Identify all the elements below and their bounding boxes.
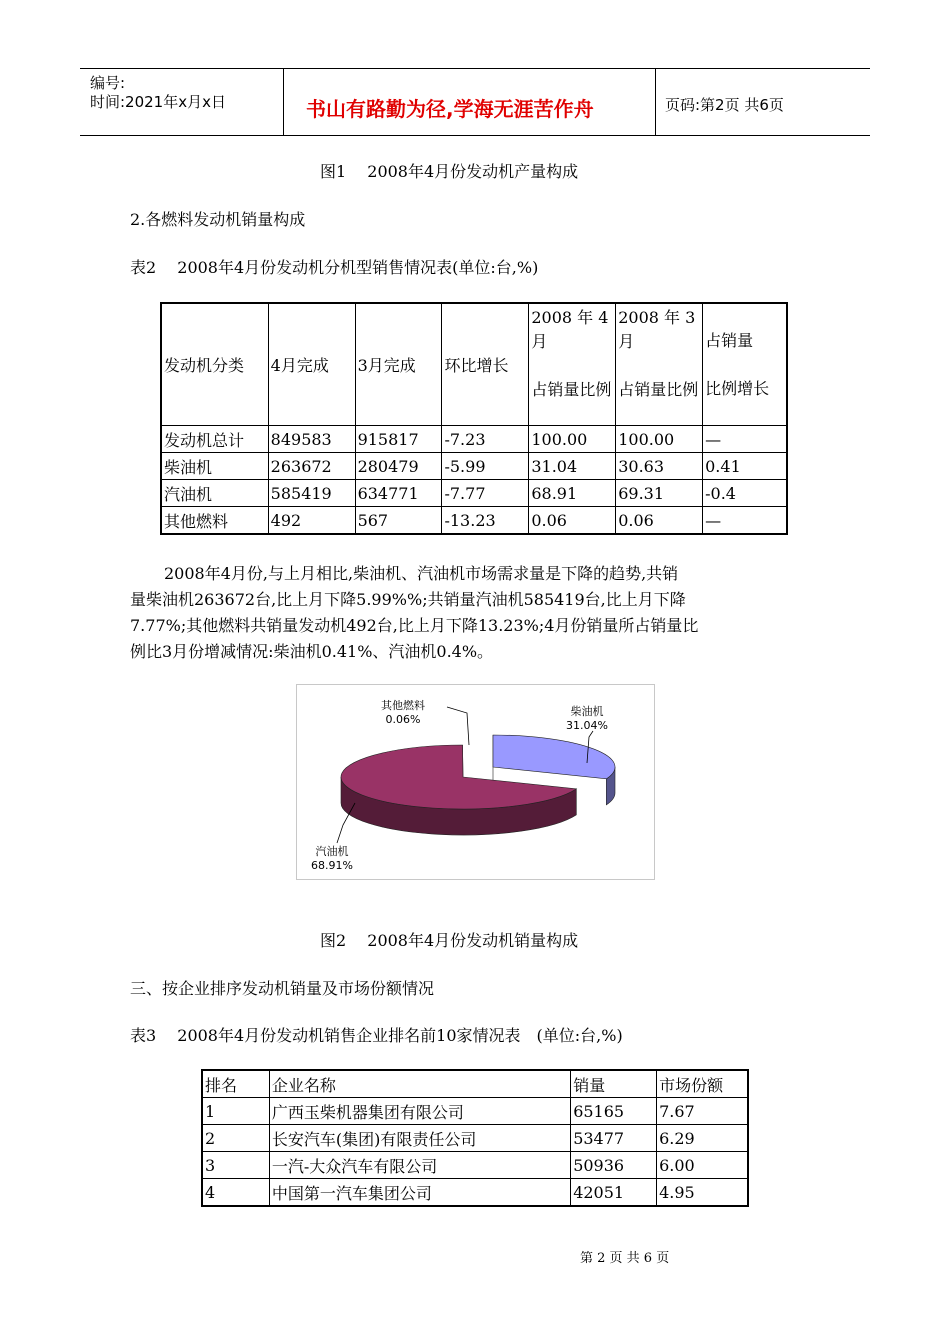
pie-label-other — [381, 697, 425, 726]
table-cell: 263672 — [268, 453, 355, 480]
pie-label-value: 0.06% — [385, 713, 421, 726]
table-row — [162, 480, 787, 507]
table-cell: 31.04 — [529, 453, 616, 480]
table-cell: 100.00 — [616, 426, 703, 453]
table-cell: 68.91 — [529, 480, 616, 507]
pie-leader-other — [447, 707, 469, 745]
pie-label-value: 68.91% — [311, 859, 353, 872]
header-time: 时间:2021年x月x日 — [90, 93, 226, 111]
section3-heading: 三、按企业排序发动机销量及市场份额情况 — [130, 979, 435, 998]
table-cell: — — [703, 426, 787, 453]
table-cell: 中国第一汽车集团公司 — [269, 1179, 570, 1206]
table2-caption: 表2 2008年4月份发动机分机型销售情况表(单位:台,%) — [130, 258, 539, 277]
table2-header-bottom: 占销量比例 — [531, 380, 612, 399]
table-cell: -7.23 — [442, 426, 529, 453]
table-cell: 长安汽车(集团)有限责任公司 — [269, 1125, 570, 1152]
summary-paragraph — [130, 561, 830, 665]
table3-header-row — [203, 1071, 748, 1098]
table-cell: 7.67 — [657, 1098, 748, 1125]
table-row — [203, 1098, 748, 1125]
table-row — [162, 453, 787, 480]
table-cell: 广西玉柴机器集团有限公司 — [269, 1098, 570, 1125]
table2-header-cell — [703, 304, 787, 426]
table3-caption: 表3 2008年4月份发动机销售企业排名前10家情况表 (单位:台,%) — [130, 1026, 623, 1045]
table3 — [202, 1070, 748, 1206]
table3-header-cell: 排名 — [203, 1071, 270, 1098]
table2-header-cell: 4月完成 — [268, 304, 355, 426]
table-cell: 发动机总计 — [162, 426, 269, 453]
table-cell: 42051 — [571, 1179, 657, 1206]
table-cell: 0.41 — [703, 453, 787, 480]
page-footer: 第 2 页 共 6 页 — [580, 1251, 670, 1266]
table-cell: 492 — [268, 507, 355, 534]
table2-header-cell: 3月完成 — [355, 304, 442, 426]
paragraph-line: 2008年4月份,与上月相比,柴油机、汽油机市场需求量是下降的趋势,共销 — [164, 564, 679, 583]
table-cell: -5.99 — [442, 453, 529, 480]
table-cell: 0.06 — [529, 507, 616, 534]
table2-header-top: 2008 年 3 月 — [618, 308, 696, 351]
paragraph-line: 7.77%;其他燃料共销量发动机492台,比上月下降13.23%;4月份销量所占销量比 — [130, 616, 699, 635]
table2 — [161, 303, 787, 534]
table-cell: 一汽-大众汽车有限公司 — [269, 1152, 570, 1179]
pie-slice-diesel — [493, 735, 615, 779]
table-cell: 53477 — [571, 1125, 657, 1152]
table3-header-cell: 市场份额 — [657, 1071, 748, 1098]
pie-label-name: 柴油机 — [570, 705, 604, 718]
table-cell: — — [703, 507, 787, 534]
figure1-caption: 图1 2008年4月份发动机产量构成 — [320, 162, 579, 181]
table2-header-row — [162, 304, 787, 426]
table2-header-cell — [616, 304, 703, 426]
header-serial: 编号: — [90, 74, 126, 92]
table2-header-top: 2008 年 4 月 — [531, 308, 609, 351]
table2-header-cell: 环比增长 — [442, 304, 529, 426]
pie-label-name: 汽油机 — [315, 845, 349, 858]
table-cell: 3 — [203, 1152, 270, 1179]
table-cell: 280479 — [355, 453, 442, 480]
table3-header-cell: 销量 — [571, 1071, 657, 1098]
table-cell: 6.29 — [657, 1125, 748, 1152]
table2-header-bottom: 占销量比例 — [618, 380, 699, 399]
header-divider-right — [655, 68, 656, 136]
table-row — [162, 507, 787, 534]
figure2-caption: 图2 2008年4月份发动机销量构成 — [320, 931, 579, 950]
table-cell: 0.06 — [616, 507, 703, 534]
table2-header-cell: 发动机分类 — [162, 304, 269, 426]
table-cell: 567 — [355, 507, 442, 534]
table-cell: 6.00 — [657, 1152, 748, 1179]
table-cell: 30.63 — [616, 453, 703, 480]
pie-label-gasoline — [311, 843, 353, 872]
table-cell: 65165 — [571, 1098, 657, 1125]
table2-header-cell — [529, 304, 616, 426]
table2-header-top: 占销量 — [705, 330, 754, 350]
table-cell: 50936 — [571, 1152, 657, 1179]
table-cell: 585419 — [268, 480, 355, 507]
section2-heading: 2.各燃料发动机销量构成 — [130, 210, 306, 229]
table-cell: 849583 — [268, 426, 355, 453]
header-top-rule — [80, 68, 870, 69]
header-divider-left — [283, 68, 284, 136]
table-cell: 其他燃料 — [162, 507, 269, 534]
table-cell: 634771 — [355, 480, 442, 507]
table-cell: 4 — [203, 1179, 270, 1206]
pie-label-name: 其他燃料 — [381, 699, 425, 712]
table-cell: 915817 — [355, 426, 442, 453]
table-cell: 69.31 — [616, 480, 703, 507]
table-cell: -13.23 — [442, 507, 529, 534]
table-cell: 柴油机 — [162, 453, 269, 480]
pie-chart — [296, 684, 655, 880]
table-cell: 汽油机 — [162, 480, 269, 507]
table-row — [162, 426, 787, 453]
header-bottom-rule — [80, 135, 870, 136]
table3-header-cell: 企业名称 — [269, 1071, 570, 1098]
paragraph-line: 量柴油机263672台,比上月下降5.99%%;共销量汽油机585419台,比上月下降 — [130, 590, 686, 609]
paragraph-line: 例比3月份增减情况:柴油机0.41%、汽油机0.4%。 — [130, 642, 494, 661]
pie-label-diesel — [566, 703, 608, 732]
table-cell: 4.95 — [657, 1179, 748, 1206]
table-cell: 2 — [203, 1125, 270, 1152]
table-row — [203, 1152, 748, 1179]
pie-label-value: 31.04% — [566, 719, 608, 732]
table-row — [203, 1125, 748, 1152]
table-row — [203, 1179, 748, 1206]
table-cell: -0.4 — [703, 480, 787, 507]
table-cell: 1 — [203, 1098, 270, 1125]
table2-header-bottom: 比例增长 — [705, 378, 770, 398]
header-page-info: 页码:第2页 共6页 — [665, 96, 784, 114]
table-cell: 100.00 — [529, 426, 616, 453]
header-motto: 书山有路勤为径,学海无涯苦作舟 — [306, 97, 594, 121]
table-cell: -7.77 — [442, 480, 529, 507]
